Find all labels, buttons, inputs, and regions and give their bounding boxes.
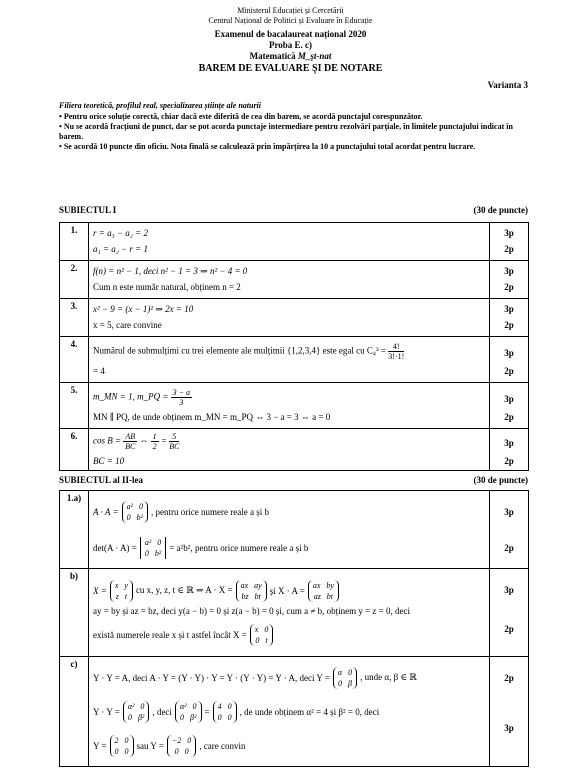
table-row <box>60 299 529 337</box>
matrix: α² 0 0 β² <box>175 701 202 723</box>
fraction <box>388 342 404 361</box>
points-value: 2p <box>504 623 514 634</box>
item-number: 1.a) <box>60 491 89 569</box>
solution-text: sau Y = <box>136 740 164 751</box>
item-points <box>490 223 529 261</box>
fraction-bottom: BC <box>169 441 180 451</box>
item-points <box>490 429 529 471</box>
matrix: α² 0 0 β² <box>123 701 150 723</box>
item-points <box>490 299 529 337</box>
item-points <box>490 383 529 429</box>
fraction-bottom: 3 <box>179 397 184 407</box>
item-solution <box>89 429 490 471</box>
barem-title: BAREM DE EVALUARE ŞI DE NOTARE <box>198 63 383 74</box>
solution-line <box>93 620 485 650</box>
table-row <box>60 223 529 261</box>
solution-text: = a²b², pentru orice numere reale a și b <box>169 542 309 553</box>
solution-line: MN ∥ PQ, de unde obținem m_MN = m_PQ ⇔ 3 − a = 3 ⇔ a = 0 <box>93 411 331 422</box>
fraction-top: AB <box>125 431 136 441</box>
intro-bullet: • Nu se acordă fracțiuni de punct, dar se pot acorda punctaje intermediare pentru rezolvări parțiale, în limitele punctajului indicat în barem. <box>59 122 513 141</box>
subject-line: Matematică M_şt-nat <box>249 51 332 61</box>
item-number: 1. <box>60 223 89 261</box>
matrix: x 0 0 t <box>250 624 274 646</box>
solution-line: cos B = $\frac{AB}{BC}$ ⇔ $\frac{1}{2}$ = $\frac{5}{BC}$ <box>93 431 180 451</box>
item-solution <box>89 657 490 767</box>
points-value: 2p <box>504 542 514 553</box>
table-row <box>60 657 529 767</box>
solution-text: det(A · A) = <box>93 542 137 553</box>
points-value: 3p <box>504 265 514 276</box>
solution-text: , care convin <box>199 740 246 751</box>
matrix: α 0 0 β <box>333 667 357 689</box>
solution-line: ay = by și az = bz, deci y(a − b) = 0 și z(a − b) = 0 și, cum a ≠ b, obținem y = z = 0, deci <box>93 605 410 616</box>
fraction <box>151 432 159 451</box>
solution-line <box>93 730 485 762</box>
item-solution <box>89 299 490 337</box>
solution-line <box>93 694 485 730</box>
item-solution <box>89 337 490 383</box>
solution-line <box>93 342 485 364</box>
varianta-label: Varianta 3 <box>487 80 528 90</box>
points-value: 3p <box>504 303 514 314</box>
solution-text: Y = <box>93 740 107 751</box>
item-solution <box>89 569 490 657</box>
determinant: a² 0 0 b² <box>140 537 166 559</box>
ministry-line: Ministerul Educației și Cercetării <box>237 6 344 15</box>
item-points <box>490 657 529 767</box>
proba-line: Proba E. c) <box>268 40 313 50</box>
fraction-bottom: BC <box>125 441 136 451</box>
fraction <box>171 388 192 407</box>
matrix: −2 0 0 0 <box>167 735 196 757</box>
subiect2-points: (30 de puncte) <box>473 475 528 485</box>
matrix: 2 0 0 0 <box>110 735 134 757</box>
center-line: Centrul Național de Politici și Evaluare în Educație <box>208 16 373 25</box>
item-points <box>490 337 529 383</box>
points-value: 3p <box>504 393 514 404</box>
matrix: ax by az bt <box>308 580 339 602</box>
solution-text: m_MN = 1, m_PQ = <box>93 391 169 402</box>
subiect1-title: SUBIECTUL I <box>59 205 117 215</box>
table-row <box>60 261 529 299</box>
item-number: b) <box>60 569 89 657</box>
matrix: a² 0 0 b² <box>122 501 148 523</box>
solution-line: f(n) = n² − 1, deci n² − 1 = 3 ⇒ n² − 4 = 0 <box>93 265 248 276</box>
intro-bullet: • Se acordă 10 puncte din oficiu. Nota finală se calculează prin împărțirea la 10 a punctajului total acordat pentru lucrare. <box>59 142 476 151</box>
solution-line: Cum n este număr natural, obținem n = 2 <box>93 281 241 292</box>
subiect2-table <box>59 490 529 767</box>
solution-text: există numerele reale x și t astfel încât X = <box>93 629 247 640</box>
table-row <box>60 383 529 429</box>
solution-line: x = 5, care convine <box>93 319 162 330</box>
solution-line: BC = 10 <box>93 455 125 466</box>
fraction <box>123 432 137 451</box>
solution-text: cu x, y, z, t ∈ ℝ ⇒ A · X = <box>135 585 233 595</box>
solution-line: = 4 <box>93 365 105 376</box>
solution-text: și X · A = <box>269 585 305 596</box>
item-number: 6. <box>60 429 89 471</box>
points-value: 3p <box>504 437 514 448</box>
item-number: 4. <box>60 337 89 383</box>
solution-line <box>93 388 485 410</box>
fraction <box>169 432 179 451</box>
points-value: 2p <box>504 243 514 254</box>
filiera-line: Filiera teoretică, profilul real, specializarea științe ale naturii <box>59 101 261 110</box>
fraction-top: 3 − a <box>172 387 191 397</box>
solution-line: a₁ = a₂ − r = 1 <box>93 243 148 254</box>
points-value: 2p <box>504 281 514 292</box>
solution-line <box>93 576 485 606</box>
solution-line: x² − 9 = (x − 1)² ⇒ 2x = 10 <box>93 303 194 314</box>
item-solution <box>89 261 490 299</box>
table-row <box>60 569 529 657</box>
points-value: 2p <box>504 672 514 683</box>
solution-text: = <box>204 706 210 717</box>
solution-text: , unde α, β ∈ ℝ <box>360 672 417 682</box>
solution-line <box>93 662 485 694</box>
solution-text: , pentru orice numere reale a și b <box>151 506 269 517</box>
intro-bullet: • Pentru orice soluție corectă, chiar dacă este diferită de cea din barem, se acordă punctajul corespunzător. <box>59 112 423 121</box>
points-value: 3p <box>504 506 514 517</box>
subiect1-table <box>59 222 529 471</box>
item-points <box>490 569 529 657</box>
item-solution <box>89 383 490 429</box>
solution-line: r = a₃ − a₂ = 2 <box>93 227 148 238</box>
subiect2-title: SUBIECTUL al II-lea <box>59 475 144 485</box>
item-number: 5. <box>60 383 89 429</box>
solution-text: cos B = <box>93 435 122 446</box>
item-number: 3. <box>60 299 89 337</box>
exam-title: Examenul de bacalaureat național 2020 <box>214 29 367 39</box>
item-solution <box>89 491 490 569</box>
points-value: 3p <box>504 227 514 238</box>
fraction-top: 1 <box>152 431 157 441</box>
solution-line <box>93 530 485 566</box>
points-value: 3p <box>504 347 514 358</box>
table-row <box>60 429 529 471</box>
solution-text: Y · Y = <box>93 706 120 717</box>
points-value: 3p <box>504 584 514 595</box>
fraction-bottom: 3!·1! <box>388 351 405 361</box>
points-value: 2p <box>504 319 514 330</box>
item-number: c) <box>60 657 89 767</box>
points-value: 3p <box>504 722 514 733</box>
matrix: ax ay bz bt <box>236 580 267 602</box>
item-points <box>490 261 529 299</box>
intro-bullets <box>59 112 529 152</box>
solution-line <box>93 494 485 530</box>
fraction-top: 5 <box>169 432 179 442</box>
solution-text: Numărul de submulțimi cu trei elemente ale mulțimii {1,2,3,4} este egal cu C₄³ = <box>93 345 386 356</box>
table-row <box>60 491 529 569</box>
subiect1-points: (30 de puncte) <box>473 205 528 215</box>
solution-text: A · A = <box>93 506 119 517</box>
solution-text: Y · Y = A, deci A · Y = (Y · Y) · Y = Y · (Y · Y) = Y · A, deci Y = <box>93 672 330 683</box>
matrix: x y z t <box>110 580 133 602</box>
table-row <box>60 337 529 383</box>
points-value: 2p <box>504 411 514 422</box>
item-number: 2. <box>60 261 89 299</box>
points-value: 2p <box>504 365 514 376</box>
solution-text: , de unde obținem α² = 4 și β² = 0, deci <box>239 706 380 717</box>
solution-text: X = <box>93 585 107 596</box>
points-value: 2p <box>504 455 514 466</box>
item-points <box>490 491 529 569</box>
solution-text: , deci <box>152 706 172 717</box>
item-solution <box>89 223 490 261</box>
fraction-bottom: 2 <box>152 441 157 451</box>
fraction-top: 4! <box>388 342 404 352</box>
matrix: 4 0 0 0 <box>213 701 237 723</box>
